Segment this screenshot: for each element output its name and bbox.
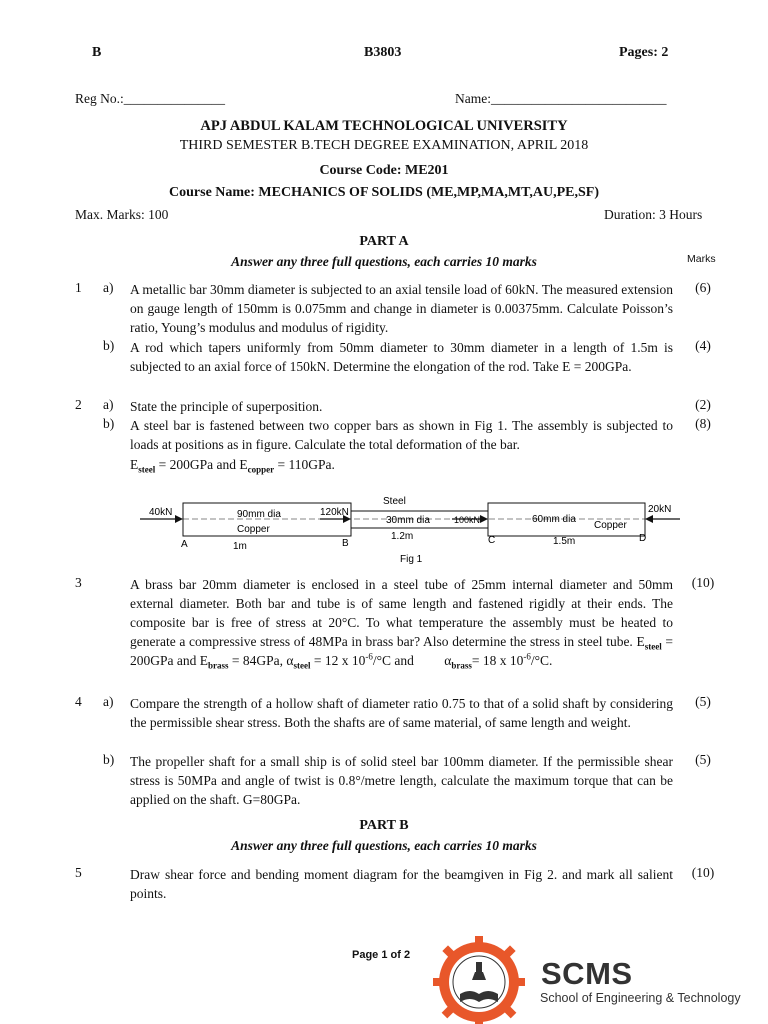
question-4a-marks: (5) [695,694,711,709]
question-1b-marks: (4) [695,338,711,353]
label-seg1-material: Copper [237,524,270,535]
load-arrowhead-20kn [645,515,653,523]
page-number: Page 1 of 2 [352,949,411,961]
question-1-number: 1 [75,280,82,295]
load-arrowhead-40kn [175,515,183,523]
figure-1-diagram [130,488,690,568]
label-seg3-dia: 60mm dia [532,514,576,525]
question-2b-text: A steel bar is fastened between two copper bars as shown in Fig 1. The assembly is subjected to loads at positions as in figure. Calculate the total deformation of the bar. [130,418,673,452]
part-b-title: PART B [359,818,409,833]
question-1b-text: A rod which tapers uniformly from 50mm diameter to 30mm diameter in a length of 1.5m is subjected to an axial force of 150kN. Determine the elongation of the rod. Take E = 200GPa. [130,340,673,374]
question-3-number: 3 [75,575,82,590]
part-a-title: PART A [359,234,409,249]
question-4a-label: a) [103,694,114,709]
logo-subtitle: School of Engineering & Technology [540,991,741,1005]
paper-series: B [92,45,102,60]
question-5-text: Draw shear force and bending moment diagram for the beamgiven in Fig 2. and mark all salient points. [130,867,673,901]
part-b-instruction: Answer any three full questions, each carries 10 marks [231,838,537,853]
name-field: Name:__________________________ [455,91,667,106]
exam-title: THIRD SEMESTER B.TECH DEGREE EXAMINATION, APRIL 2018 [179,138,589,153]
paper-code: B3803 [364,45,402,60]
label-seg1-length: 1m [233,541,247,552]
marks-column-label: Marks [687,253,716,265]
question-3-marks: (10) [691,575,715,590]
page-count: Pages: 2 [619,45,669,60]
question-2b-label: b) [103,416,115,431]
reg-no-field: Reg No.:_______________ [75,91,225,106]
label-seg2-length: 1.2m [391,531,414,542]
figure-1-caption: Fig 1 [400,554,423,565]
question-5-marks: (10) [691,865,715,880]
course-code: Course Code: ME201 [319,163,449,178]
label-load-120kn: 120kN [320,507,349,518]
question-2b-moduli: $E_{steel} = 200GPa$ and $E_{copper} = 110GPa$. [130,457,335,475]
university-name: APJ ABDUL KALAM TECHNOLOGICAL UNIVERSITY [200,118,568,134]
label-load-100kn: 100kN [454,515,481,525]
question-2a-label: a) [103,397,114,412]
label-seg2-dia: 30mm dia [386,515,430,526]
label-steel: Steel [383,496,406,507]
question-1b-label: b) [103,338,115,353]
label-load-20kn: 20kN [648,504,672,515]
label-point-d: D [639,533,647,544]
course-name: Course Name: MECHANICS OF SOLIDS (ME,MP,MA,MT,AU,PE,SF) [169,185,599,200]
question-5-number: 5 [75,865,82,880]
question-2b-marks: (8) [695,416,711,431]
label-seg1-dia: 90mm dia [237,509,281,520]
question-2a-marks: (2) [695,397,711,412]
scms-seal-logo [432,936,526,1024]
label-load-40kn: 40kN [149,507,173,518]
question-4b-label: b) [103,752,115,767]
label-seg3-material: Copper [594,520,627,531]
question-4a-text: Compare the strength of a hollow shaft of diameter ratio 0.75 to that of a solid shaft by considering the permissible shear stress. Both the shafts are of same material, of same length and weight. [130,696,673,730]
question-1a-text: A metallic bar 30mm diameter is subjected to an axial tensile load of 60kN. The measured extension on gauge length of 150mm is 0.075mm and change in diameter is 0.00375mm. Calculate Poisson’s ratio, Young’s modulus and modulus of rigidity. [130,282,673,335]
question-2a-text: State the principle of superposition. [130,399,323,414]
label-point-a: A [181,539,188,550]
load-arrowhead-100kn [480,515,488,523]
max-marks: Max. Marks: 100 [75,207,169,222]
duration: Duration: 3 Hours [604,207,703,222]
question-3-text: A brass bar 20mm diameter is enclosed in a steel tube of 25mm internal diameter and 50mm external diameter. Both bar and tube is of same length and fastened rigidly at their ends. The composite bar is free of stress at 20°C. To what temperature the assembly must be heated to generate a compressive stress of 48MPa in brass bar? Also determine the stress in steel tube. $E_{steel} = 200GPa$ and $E_{brass} = 84GPa$, $\alpha_{steel} = 12$ x $10^{-6}/^\circ C$ and $\alpha_{brass}= 18$ x $10^{-6}/^\circ C$. [130,577,673,671]
label-point-b: B [342,538,349,549]
logo-name: SCMS [541,956,633,991]
question-1a-marks: (6) [695,280,711,295]
label-point-c: C [488,535,496,546]
question-4b-text: The propeller shaft for a small ship is of solid steel bar 100mm diameter. If the permissible shear stress is 50MPa and angle of twist is 0.8°/metre length, calculate the maximum torque that can be applied on the shaft. G=80GPa. [130,754,673,807]
question-1a-label: a) [103,280,114,295]
question-2-number: 2 [75,397,82,412]
question-4b-marks: (5) [695,752,711,767]
question-4-number: 4 [75,694,82,709]
part-a-instruction: Answer any three full questions, each carries 10 marks [231,254,537,269]
label-seg3-length: 1.5m [553,536,576,547]
